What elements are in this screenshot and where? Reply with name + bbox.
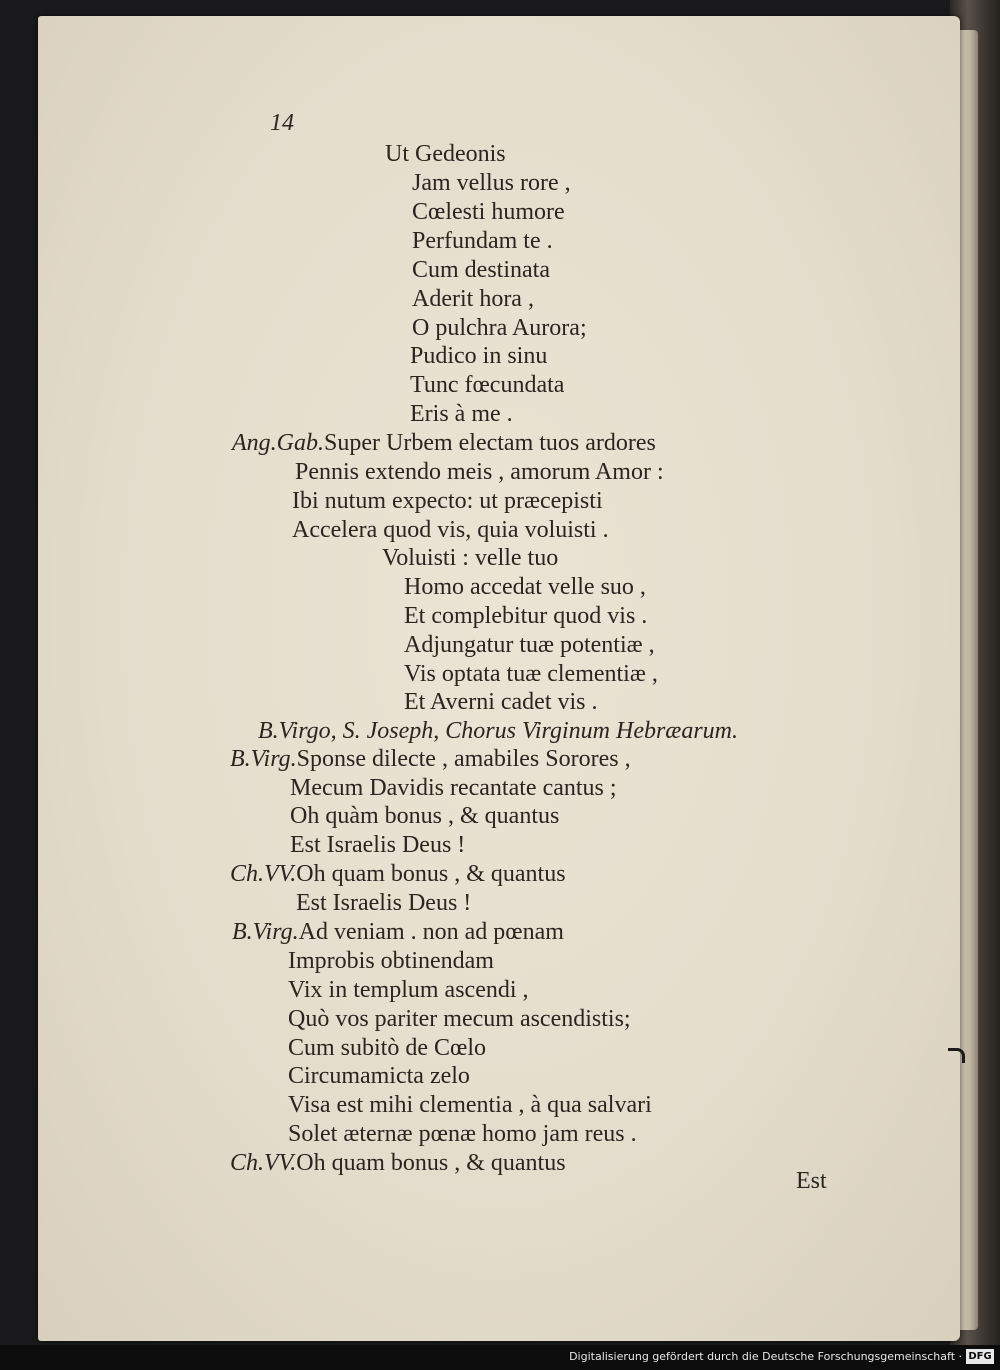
verse-text: Eris à me . [410, 401, 513, 427]
dfg-logo: DFG [966, 1349, 994, 1364]
catchword: Est [796, 1168, 827, 1194]
text-line [288, 1034, 486, 1062]
verse-text: Cum destinata [412, 257, 550, 283]
verse-text: Voluisti : velle tuo [382, 545, 559, 571]
text-line [404, 660, 658, 688]
text-line [230, 745, 631, 773]
text-line [232, 918, 564, 946]
verse-text: Aderit hora , [412, 286, 534, 312]
text-line [404, 688, 598, 716]
text-line [412, 227, 553, 255]
verse-text: Ut Gedeonis [385, 141, 506, 167]
verse-text: Ibi nutum expecto: ut præcepisti [292, 488, 603, 514]
verse-text: Oh quàm bonus , & quantus [290, 803, 560, 829]
verse-text: Improbis obtinendam [288, 948, 494, 974]
text-line [382, 544, 558, 572]
text-line [230, 860, 566, 888]
text-line [404, 573, 646, 601]
verse-text: Jam vellus rore , [412, 170, 571, 196]
text-line [410, 371, 564, 399]
text-line [412, 198, 565, 226]
verse-text: Tunc fœcundata [410, 372, 565, 398]
text-line [290, 774, 617, 802]
text-line [292, 487, 603, 515]
page-number: 14 [270, 110, 294, 136]
verse-text: Mecum Davidis recantate cantus ; [290, 775, 617, 801]
text-line [288, 1091, 652, 1119]
text-line [290, 802, 559, 830]
verse-text: Est Israelis Deus ! [296, 890, 472, 916]
text-line [412, 285, 534, 313]
text-line [288, 976, 529, 1004]
text-line [404, 631, 655, 659]
verse-text: Pudico in sinu [410, 343, 548, 369]
speaker-label: Ang.Gab. [232, 430, 324, 456]
verse-text: Perfundam te . [412, 228, 553, 254]
text-line [288, 1062, 470, 1090]
verse-text: Vis optata tuæ clementiæ , [404, 661, 658, 687]
text-line [296, 889, 471, 917]
verse-text: Adjungatur tuæ potentiæ , [404, 632, 655, 658]
text-line [292, 516, 609, 544]
verse-text: Circumamicta zelo [288, 1063, 470, 1089]
text-line [412, 314, 587, 342]
verse-text: Sponse dilecte , amabiles Sorores , [296, 746, 631, 772]
verse-text: Oh quam bonus , & quantus [296, 861, 566, 887]
text-line [410, 400, 513, 428]
text-line [230, 1149, 566, 1177]
verse-text: Et complebitur quod vis . [404, 603, 648, 629]
text-line [290, 831, 465, 859]
text-line [288, 1120, 637, 1148]
verse-text: Vix in templum ascendi , [288, 977, 529, 1003]
text-line [288, 947, 494, 975]
text-line [295, 458, 664, 486]
binding-mark [948, 1048, 965, 1063]
text-line [232, 429, 656, 457]
speaker-label: Ch.VV. [230, 861, 297, 887]
verse-text: Et Averni cadet vis . [404, 689, 598, 715]
scene-heading: B.Virgo, S. Joseph, Chorus Virginum Hebræarum. [258, 718, 738, 744]
footer-bar [0, 1345, 1000, 1370]
text-line [412, 169, 571, 197]
verse-text: O pulchra Aurora; [412, 315, 587, 341]
speaker-label: B.Virg. [230, 746, 297, 772]
text-line [412, 256, 550, 284]
footer-credit: Digitalisierung gefördert durch die Deutsche Forschungsgemeinschaft · [569, 1350, 962, 1363]
verse-text: Super Urbem electam tuos ardores [324, 430, 656, 456]
verse-text: Quò vos pariter mecum ascendistis; [288, 1006, 631, 1032]
speaker-label: B.Virg. [232, 919, 299, 945]
verse-text: Solet æternæ pœnæ homo jam reus . [288, 1121, 637, 1147]
verse-text: Cum subitò de Cœlo [288, 1035, 487, 1061]
verse-text: Est Israelis Deus ! [290, 832, 466, 858]
verse-text: Pennis extendo meis , amorum Amor : [295, 459, 664, 485]
verse-text: Homo accedat velle suo , [404, 574, 646, 600]
verse-text: Accelera quod vis, quia voluisti . [292, 517, 609, 543]
speaker-label: Ch.VV. [230, 1150, 297, 1176]
verse-text: Ad veniam . non ad pœnam [298, 919, 564, 945]
verse-text: Oh quam bonus , & quantus [296, 1150, 566, 1176]
text-line [410, 342, 547, 370]
verse-text: Visa est mihi clementia , à qua salvari [288, 1092, 652, 1118]
text-line [288, 1005, 631, 1033]
verse-text: Cœlesti humore [412, 199, 565, 225]
next-page-edge [958, 30, 978, 1330]
text-line [385, 140, 506, 168]
text-line [404, 602, 647, 630]
